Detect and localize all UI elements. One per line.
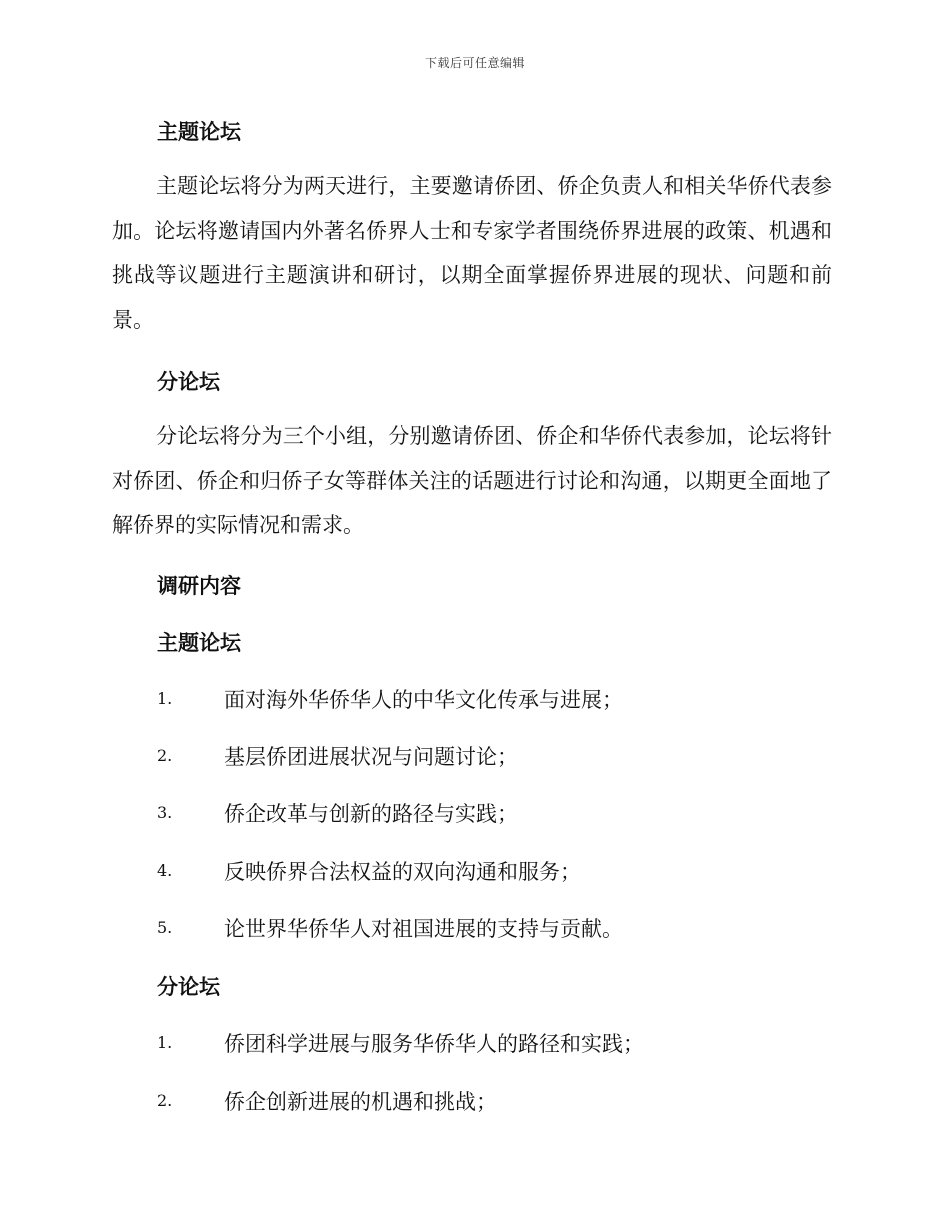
paragraph-theme-forum: 主题论坛将分为两天进行，主要邀请侨团、侨企负责人和相关华侨代表参加。论坛将邀请国内外著名侨界人士和专家学者围绕侨界进展的政策、机遇和挑战等议题进行主题演讲和研讨，以期全面掌握侨界进展的现状、问题和前景。 <box>112 174 832 332</box>
section-heading-sub-forum: 分论坛 <box>157 369 220 394</box>
list-item <box>157 1086 837 1116</box>
list-text: 侨企改革与创新的路径与实践； <box>224 802 518 826</box>
subheading-sub-forum: 分论坛 <box>157 974 220 999</box>
list-text: 论世界华侨华人对祖国进展的支持与贡献。 <box>224 917 623 941</box>
list-text: 基层侨团进展状况与问题讨论； <box>224 745 518 769</box>
list-number: 1. <box>157 1033 173 1052</box>
list-number: 1. <box>157 689 173 708</box>
subheading-theme-forum: 主题论坛 <box>157 630 241 655</box>
list-number: 2. <box>157 1091 173 1110</box>
list-item <box>157 856 837 886</box>
list-text: 面对海外华侨华人的中华文化传承与进展； <box>224 688 623 712</box>
list-number: 3. <box>157 803 173 822</box>
list-text: 侨企创新进展的机遇和挑战； <box>224 1090 497 1114</box>
list-text: 侨团科学进展与服务华侨华人的路径和实践； <box>224 1032 644 1056</box>
list-item <box>157 798 837 828</box>
list-number: 5. <box>157 918 173 937</box>
list-item <box>157 684 837 714</box>
list-item <box>157 913 837 943</box>
list-number: 4. <box>157 861 173 880</box>
list-number: 2. <box>157 746 173 765</box>
paragraph-sub-forum: 分论坛将分为三个小组，分别邀请侨团、侨企和华侨代表参加，论坛将针对侨团、侨企和归侨子女等群体关注的话题进行讨论和沟通，以期更全面地了解侨界的实际情况和需求。 <box>112 424 832 537</box>
header-note: 下载后可任意编辑 <box>424 56 525 70</box>
section-heading-research-content: 调研内容 <box>157 573 241 598</box>
list-item <box>157 741 837 771</box>
list-item <box>157 1028 837 1058</box>
section-heading-theme-forum: 主题论坛 <box>157 119 241 144</box>
list-text: 反映侨界合法权益的双向沟通和服务； <box>224 860 581 884</box>
